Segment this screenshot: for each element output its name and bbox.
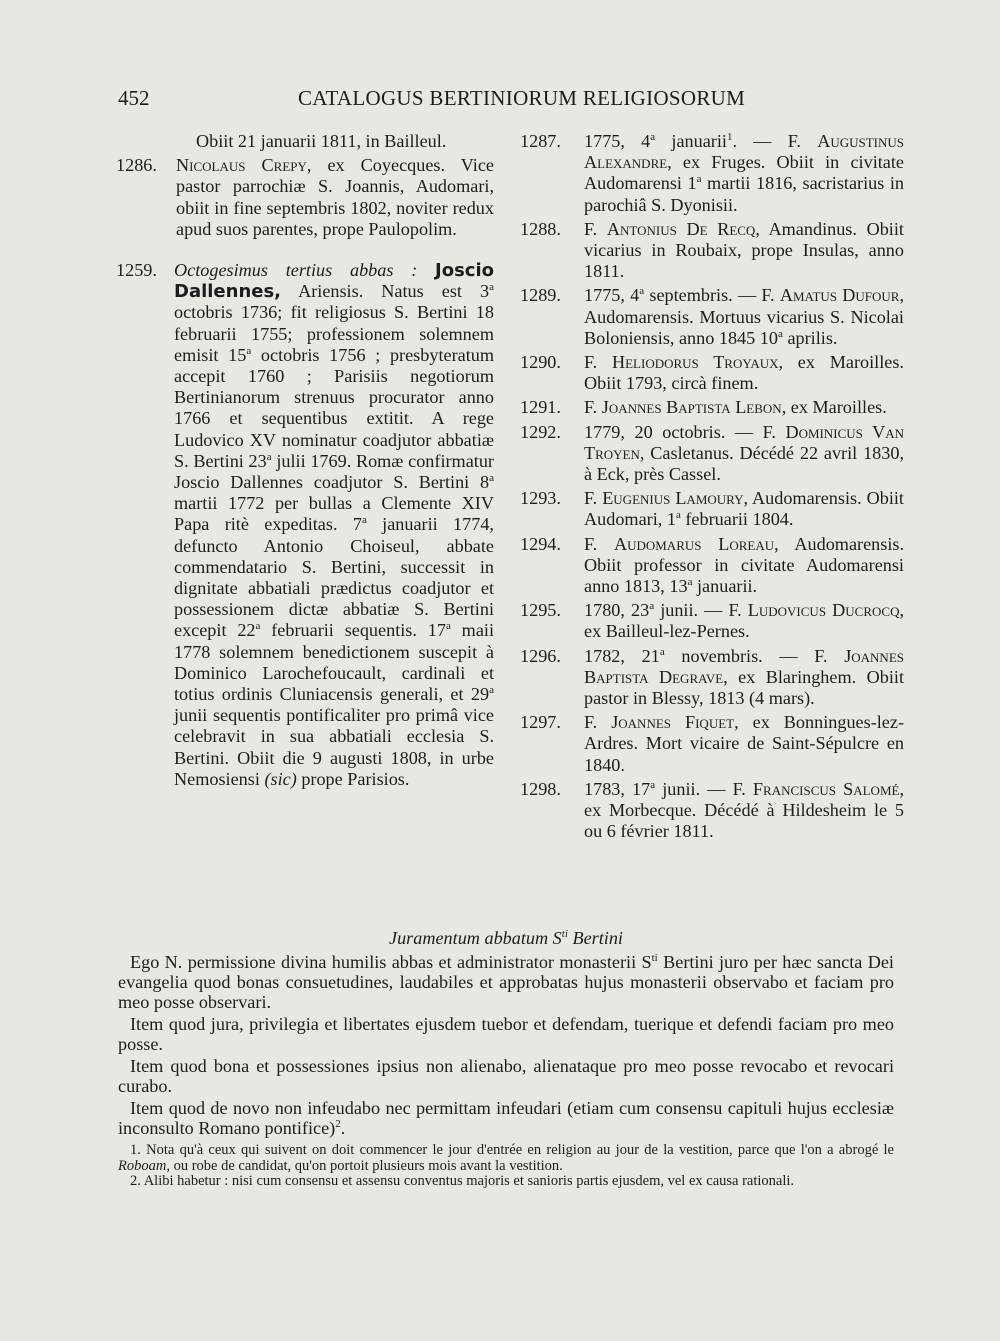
- entry-number: 1295.: [520, 600, 561, 621]
- oath-title: Juramentum abbatum $S^{ti}$ Bertini: [389, 927, 623, 948]
- entry-number: 1286.: [116, 155, 157, 176]
- footnote-2: 2. Alibi habetur : nisi cum consensu et assensu conventus majoris et sanioris partis ejusdem, vel ex causa rationali.: [130, 1173, 795, 1189]
- entry-number: 1259.: [116, 260, 157, 281]
- footnote-ref: 1: [726, 130, 733, 143]
- oath-section: [118, 928, 894, 1140]
- entry-number: 1289.: [520, 285, 561, 306]
- footnote-1: 1. Nota qu'à ceux qui suivent on doit commencer le jour d'entrée en religion au jour de la vestition, parce que l'on a abrogé le Roboam, ou robe de candidat, qu'on portoit plusieurs mois avant la vestition.: [118, 1142, 894, 1174]
- entry-1290: 1290. F. Heliodorus Troyaux, ex Maroilles. Obiit 1793, circà finem.: [520, 352, 904, 394]
- monk-name: Joannes Baptista Lebon: [601, 397, 782, 418]
- monk-name: Franciscus Salomé: [752, 778, 900, 799]
- oath-paragraph: Item quod jura, privilegia et libertates ejusdem tuebor et defendam, tuerique et defendi faciam pro meo posse.: [118, 1014, 894, 1054]
- entry-1289: 1289. 1775, 4$^a$ septembris. — F. Amatus Dufour, Audomarensis. Mortuus vicarius S. Nicolai Boloniensis, anno 1845 10$^a$ aprilis.: [520, 285, 904, 348]
- entry-1294: 1294. F. Audomarus Loreau, Audomarensis. Obiit professor in civitate Audomarensi anno 1813, 13$^a$ januarii.: [520, 533, 904, 597]
- monk-name: Nicolaus Crepy: [176, 155, 307, 176]
- running-title: CATALOGUS BERTINIORUM RELIGIOSORUM: [298, 86, 746, 110]
- entry-1298: 1298. 1783, 17$^a$ junii. — F. Franciscus Salomé, ex Morbecque. Décédé à Hildesheim le 5 ou 6 février 1811.: [520, 778, 904, 842]
- entry-number: 1290.: [520, 352, 561, 373]
- monk-name: Joannes Fiquet: [611, 712, 735, 733]
- entry-1292: 1292. 1779, 20 octobris. — F. Dominicus Van Troyen, Casletanus. Décédé 22 avril 1830, à Eck, près Cassel.: [520, 421, 904, 485]
- entry-1291: 1291. F. Joannes Baptista Lebon, ex Maroilles.: [520, 397, 887, 418]
- page-number: 452: [118, 86, 150, 110]
- footnotes: [118, 1143, 894, 1190]
- monk-name: Amatus Dufour: [779, 285, 900, 306]
- entry-1296: 1296. 1782, 21$^a$ novembris. — F. Joannes Baptista Degrave, ex Blaringhem. Obiit pastor in Blessy, 1813 (4 mars).: [520, 645, 904, 709]
- left-column: [116, 131, 494, 793]
- abbot-title: Octogesimus tertius abbas :: [174, 260, 418, 281]
- entry-1293: 1293. F. Eugenius Lamoury, Audomarensis. Obiit Audomari, 1$^a$ februarii 1804.: [520, 488, 904, 530]
- entry-number: 1296.: [520, 645, 561, 666]
- monk-name: Augustinus Alexandre: [584, 131, 904, 173]
- entry-1295: 1295. 1780, 23$^a$ junii. — F. Ludovicus Ducrocq, ex Bailleul-lez-Pernes.: [520, 600, 904, 642]
- entry-number: 1291.: [520, 397, 561, 418]
- monk-name: Heliodorus Troyaux: [611, 352, 779, 373]
- oath-paragraph: Ego N. permissione divina humilis abbas et administrator monasterii $S^{ti}$ Bertini juro per hæc sancta Dei evangelia quod bonas consuetudines, laudabiles et approbatas hujus monasterii observabo et faciam pro meo posse observari.: [118, 951, 894, 1012]
- sic-note: (sic): [264, 768, 297, 789]
- entry-1288: 1288. F. Antonius De Recq, Amandinus. Obiit vicarius in Roubaix, prope Insulas, anno 1811.: [520, 218, 904, 282]
- monk-name: Antonius De Recq: [606, 218, 756, 239]
- entry-number: 1298.: [520, 778, 561, 799]
- entry-1287: 1287. 1775, 4$^a$ januarii$^1$. — F. Augustinus Alexandre, ex Fruges. Obiit in civitate Audomarensi 1$^a$ martii 1816, sacristarius in parochiâ S. Dyonisii.: [520, 130, 904, 215]
- monk-name: Ludovicus Ducrocq: [747, 600, 900, 621]
- entry-number: 1293.: [520, 488, 561, 509]
- entry-1297: 1297. F. Joannes Fiquet, ex Bonningues-lez-Ardres. Mort vicaire de Saint-Sépulcre en 1840.: [520, 712, 905, 775]
- oath-paragraph: Item quod de novo non infeudabo nec permittam infeudari (etiam cum consensu capituli hujus ecclesiæ inconsulto Romano pontifice)$^2$.: [118, 1098, 894, 1138]
- entry-1286: 1286. Nicolaus Crepy, ex Coyecques. Vice pastor parrochiæ S. Joannis, Audomari, obiit in fine septembris 1802, noviter redux apud suos parentes, prope Paulopolim.: [116, 155, 494, 239]
- monk-name: Joannes Baptista Degrave: [584, 645, 904, 687]
- footnote-ref: 2: [335, 1117, 341, 1130]
- entry-number: 1297.: [520, 712, 561, 733]
- monk-name: Eugenius Lamoury: [602, 488, 744, 509]
- monk-name: Audomarus Loreau: [613, 533, 775, 554]
- right-column: [520, 131, 904, 846]
- entry-number: 1287.: [520, 131, 561, 151]
- entry-number: 1292.: [520, 421, 561, 442]
- entry-continuation: Obiit 21 januarii 1811, in Bailleul.: [196, 131, 447, 151]
- oath-paragraph: Item quod bona et possessiones ipsius non alienabo, alienataque pro meo posse revocabo et revocari curabo.: [118, 1056, 894, 1096]
- entry-number: 1294.: [520, 533, 561, 554]
- page-header: [118, 86, 902, 120]
- monk-name: Dominicus Van Troyen: [584, 421, 904, 463]
- entry-number: 1288.: [520, 218, 561, 239]
- abbot-name: Joscio Dallennes,: [174, 260, 494, 303]
- entry-1259-abbot: 1259. Octogesimus tertius abbas : Joscio Dallennes, Ariensis. Natus est 3$^a$ octobris 1736; fit religiosus S. Bertini 18 februarii 1755; professionem solemnem emisit 15$^a$ octobris 1756 ; presbyteratum accepit 1760 ; Parisiis negotiorum Bertinianorum strenuus procurator anno 1766 et sequentibus extitit. A rege Ludovico XV nominatur coadjutor abbatiæ S. Bertini 23$^a$ julii 1769. Romæ confirmatur Joscio Dallennes coadjutor S. Bertini 8$^a$ martii 1772 per bullas a Clemente XIV Papa ritè expeditas. 7$^a$ januarii 1774, defuncto Antonio Choiseul, abbate commendatario S. Bertini, successit in dignitate abbatiali prædictus coadjutor et possessionem dictæ abbatiæ S. Bertini excepit 22$^a$ februarii sequentis. 17$^a$ maii 1778 solemnem benedictionem suscepit à Dominico Larochefoucault, cardinali et totius ordinis Cluniacensis generali, et 29$^a$ junii sequentis pontificaliter pro primâ vice celebravit in sua abbatiali ecclesia S. Bertini. Obiit die 9 augusti 1808, in urbe Nemosiensi (sic) prope Parisios.: [116, 260, 495, 789]
